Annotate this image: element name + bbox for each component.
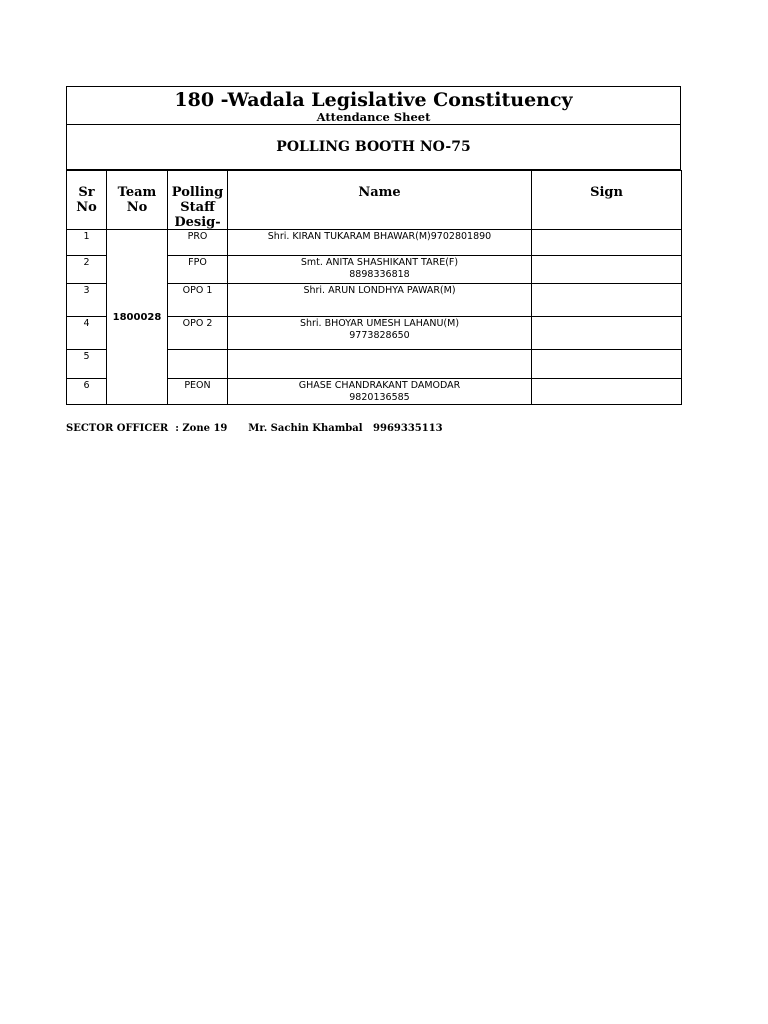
sign-cell bbox=[532, 256, 682, 284]
sr-cell: 1 bbox=[67, 230, 107, 256]
name-cell bbox=[228, 379, 532, 405]
sr-cell: 2 bbox=[67, 256, 107, 284]
sign-cell bbox=[532, 317, 682, 350]
attendance-table bbox=[66, 170, 682, 405]
sr-cell: 3 bbox=[67, 284, 107, 317]
desig-cell bbox=[168, 350, 228, 379]
table-header-row bbox=[67, 171, 682, 230]
desig-cell: OPO 2 bbox=[168, 317, 228, 350]
desig-cell: OPO 1 bbox=[168, 284, 228, 317]
sector-zone: : Zone 19 bbox=[175, 423, 228, 434]
col-staff-desig bbox=[168, 171, 228, 230]
col-desig-line2: Staff bbox=[180, 200, 215, 215]
staff-phone: 8898336818 bbox=[349, 269, 410, 280]
col-sr-line1: Sr bbox=[78, 185, 95, 200]
team-no-cell: 1800028 bbox=[107, 230, 168, 405]
col-sign: Sign bbox=[532, 171, 682, 230]
col-team-line1: Team bbox=[117, 185, 157, 200]
polling-booth-label: POLLING BOOTH NO-75 bbox=[66, 125, 681, 170]
col-sr-line2: No bbox=[76, 200, 97, 215]
staff-name: Shri. KIRAN TUKARAM BHAWAR(M)9702801890 bbox=[267, 231, 492, 242]
table-row bbox=[67, 230, 682, 256]
sr-cell: 6 bbox=[67, 379, 107, 405]
col-team-no bbox=[107, 171, 168, 230]
sheet-header bbox=[66, 86, 681, 125]
staff-name: GHASE CHANDRAKANT DAMODAR bbox=[298, 380, 461, 391]
constituency-title: 180 -Wadala Legislative Constituency bbox=[174, 89, 573, 111]
sheet-subtitle: Attendance Sheet bbox=[316, 110, 431, 124]
name-cell bbox=[228, 317, 532, 350]
sign-cell bbox=[532, 284, 682, 317]
name-cell bbox=[228, 350, 532, 379]
desig-cell: FPO bbox=[168, 256, 228, 284]
staff-name: Smt. ANITA SHASHIKANT TARE(F) bbox=[300, 257, 459, 268]
col-desig-line3: Desig- bbox=[174, 215, 221, 229]
sector-officer-label: SECTOR OFFICER bbox=[66, 423, 169, 434]
desig-cell: PEON bbox=[168, 379, 228, 405]
staff-phone: 9820136585 bbox=[349, 392, 410, 403]
sign-cell bbox=[532, 230, 682, 256]
sector-officer-name: Mr. Sachin Khambal bbox=[248, 423, 363, 434]
sr-cell: 4 bbox=[67, 317, 107, 350]
staff-name: Shri. BHOYAR UMESH LAHANU(M) bbox=[299, 318, 460, 329]
name-cell bbox=[228, 284, 532, 317]
staff-name: Shri. ARUN LONDHYA PAWAR(M) bbox=[303, 285, 456, 296]
staff-phone: 9773828650 bbox=[349, 330, 410, 341]
attendance-sheet bbox=[66, 86, 681, 405]
col-name: Name bbox=[228, 171, 532, 230]
name-cell bbox=[228, 256, 532, 284]
col-team-line2: No bbox=[126, 200, 148, 215]
sign-cell bbox=[532, 379, 682, 405]
sector-officer-phone: 9969335113 bbox=[373, 423, 443, 434]
col-sr-no bbox=[67, 171, 107, 230]
desig-cell: PRO bbox=[168, 230, 228, 256]
sign-cell bbox=[532, 350, 682, 379]
sector-officer-footer bbox=[66, 423, 443, 434]
sr-cell: 5 bbox=[67, 350, 107, 379]
col-desig-line1: Polling bbox=[171, 185, 224, 200]
name-cell bbox=[228, 230, 532, 256]
